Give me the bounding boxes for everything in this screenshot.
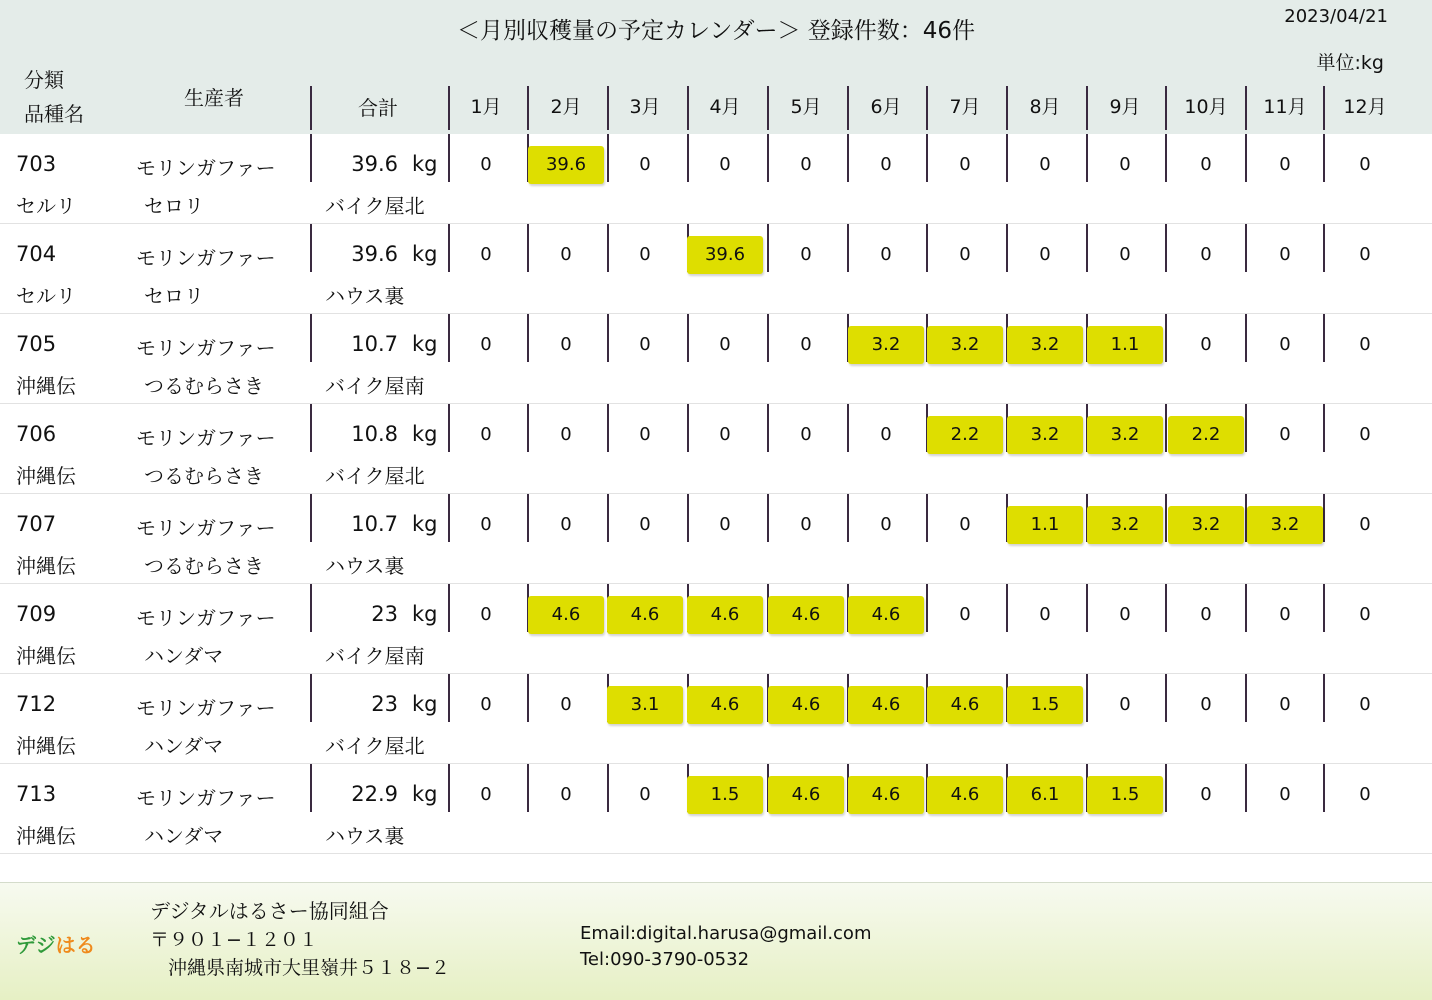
month-value: 4.6 — [687, 686, 763, 724]
month-value: 0 — [1359, 154, 1371, 175]
month-value: 0 — [800, 424, 812, 445]
month-value: 3.2 — [1007, 326, 1083, 364]
month-value: 0 — [1200, 244, 1212, 265]
table-row — [0, 224, 1432, 314]
month-value: 0 — [639, 244, 651, 265]
row-id: 704 — [16, 242, 57, 266]
column-divider — [1006, 86, 1008, 130]
month-value: 4.6 — [768, 596, 844, 634]
total-unit: kg — [412, 602, 438, 626]
table-row — [0, 404, 1432, 494]
column-divider — [1323, 584, 1325, 632]
month-value: 0 — [1359, 784, 1371, 805]
variety-header: 品種名 — [24, 102, 84, 126]
month-value: 0 — [719, 424, 731, 445]
category: セルリ — [16, 284, 76, 308]
column-divider — [1323, 764, 1325, 812]
month-value: 0 — [1119, 154, 1131, 175]
column-divider — [1165, 86, 1167, 130]
month-value: 4.6 — [768, 686, 844, 724]
column-divider — [310, 86, 312, 130]
total-value: 10.8 — [351, 422, 398, 446]
location: バイク屋北 — [325, 464, 425, 488]
month-value: 0 — [480, 514, 492, 535]
month-value: 4.6 — [927, 776, 1003, 814]
month-value: 0 — [639, 334, 651, 355]
column-divider — [1323, 404, 1325, 452]
month-value: 0 — [880, 244, 892, 265]
producer-header: 生産者 — [184, 86, 244, 110]
month-value: 0 — [880, 514, 892, 535]
variety: ハンダマ — [144, 824, 224, 848]
month-value: 0 — [480, 784, 492, 805]
location: バイク屋南 — [325, 644, 425, 668]
month-value: 0 — [1359, 244, 1371, 265]
total-unit: kg — [412, 422, 438, 446]
column-divider — [310, 134, 312, 182]
total-value: 22.9 — [351, 782, 398, 806]
month-value: 3.2 — [848, 326, 924, 364]
category: セルリ — [16, 194, 76, 218]
month-value: 0 — [959, 604, 971, 625]
column-divider — [1165, 314, 1167, 362]
month-value: 0 — [800, 514, 812, 535]
month-header: 10月 — [1184, 96, 1228, 118]
month-value: 0 — [560, 784, 572, 805]
month-value: 4.6 — [848, 686, 924, 724]
month-header: 7月 — [949, 96, 981, 118]
total-value: 39.6 — [351, 242, 398, 266]
column-divider — [767, 86, 769, 130]
producer-name: モリンガファー — [136, 786, 276, 810]
column-divider — [1323, 86, 1325, 130]
month-value: 0 — [719, 334, 731, 355]
month-value: 39.6 — [528, 146, 604, 184]
month-value: 0 — [480, 334, 492, 355]
month-value: 3.2 — [1087, 506, 1163, 544]
month-value: 4.6 — [528, 596, 604, 634]
month-value: 3.2 — [1087, 416, 1163, 454]
column-divider — [687, 86, 689, 130]
row-id: 707 — [16, 512, 57, 536]
variety: セロリ — [144, 194, 204, 218]
location: バイク屋北 — [325, 194, 425, 218]
month-header: 1月 — [470, 96, 502, 118]
month-value: 0 — [560, 424, 572, 445]
month-value: 0 — [1200, 784, 1212, 805]
organization-name: デジタルはるさー協同組合 — [150, 899, 389, 923]
table-header — [0, 0, 1432, 134]
column-divider — [1165, 494, 1167, 542]
month-header: 5月 — [790, 96, 822, 118]
location: バイク屋南 — [325, 374, 425, 398]
location: ハウス裏 — [325, 554, 405, 578]
category: 沖縄伝 — [16, 464, 76, 488]
total-value: 39.6 — [351, 152, 398, 176]
month-value: 0 — [639, 154, 651, 175]
month-value: 0 — [880, 154, 892, 175]
month-value: 0 — [560, 244, 572, 265]
month-value: 0 — [560, 334, 572, 355]
column-divider — [1165, 224, 1167, 272]
address: 沖縄県南城市大里嶺井５１８−２ — [168, 957, 450, 979]
total-value: 10.7 — [351, 332, 398, 356]
month-value: 0 — [1359, 424, 1371, 445]
month-value: 0 — [639, 424, 651, 445]
total-unit: kg — [412, 332, 438, 356]
total-unit: kg — [412, 782, 438, 806]
month-value: 3.2 — [1007, 416, 1083, 454]
unit-label: 単位:kg — [1316, 52, 1384, 74]
month-value: 4.6 — [607, 596, 683, 634]
month-header: 4月 — [709, 96, 741, 118]
column-divider — [1086, 86, 1088, 130]
category: 沖縄伝 — [16, 374, 76, 398]
month-value: 0 — [800, 334, 812, 355]
month-value: 0 — [1279, 334, 1291, 355]
column-divider — [310, 584, 312, 632]
month-value: 0 — [1279, 694, 1291, 715]
row-id: 706 — [16, 422, 57, 446]
column-divider — [1323, 674, 1325, 722]
month-value: 0 — [1279, 784, 1291, 805]
month-header: 12月 — [1343, 96, 1387, 118]
column-divider — [310, 494, 312, 542]
table-row — [0, 674, 1432, 764]
month-value: 0 — [480, 694, 492, 715]
month-value: 0 — [1359, 604, 1371, 625]
month-value: 0 — [719, 514, 731, 535]
column-divider — [926, 86, 928, 130]
month-value: 4.6 — [687, 596, 763, 634]
month-value: 4.6 — [848, 776, 924, 814]
producer-name: モリンガファー — [136, 426, 276, 450]
month-value: 0 — [800, 244, 812, 265]
table-row — [0, 134, 1432, 224]
month-value: 4.6 — [768, 776, 844, 814]
producer-name: モリンガファー — [136, 696, 276, 720]
month-value: 0 — [1039, 604, 1051, 625]
month-value: 0 — [1279, 604, 1291, 625]
column-divider — [1165, 134, 1167, 182]
month-value: 0 — [560, 514, 572, 535]
footer — [0, 882, 1432, 1000]
variety: セロリ — [144, 284, 204, 308]
column-divider — [1323, 224, 1325, 272]
column-divider — [1165, 764, 1167, 812]
producer-name: モリンガファー — [136, 156, 276, 180]
month-value: 0 — [1039, 244, 1051, 265]
month-header: 2月 — [550, 96, 582, 118]
category: 沖縄伝 — [16, 554, 76, 578]
digiharu-logo: デジはる — [16, 933, 96, 957]
month-value: 0 — [639, 514, 651, 535]
variety: ハンダマ — [144, 644, 224, 668]
total-header: 合計 — [358, 96, 398, 120]
month-value: 0 — [1359, 334, 1371, 355]
table-row — [0, 584, 1432, 674]
row-id: 705 — [16, 332, 57, 356]
location: バイク屋北 — [325, 734, 425, 758]
total-value: 23 — [371, 602, 398, 626]
producer-name: モリンガファー — [136, 246, 276, 270]
column-divider — [1323, 314, 1325, 362]
month-value: 0 — [1119, 604, 1131, 625]
variety: ハンダマ — [144, 734, 224, 758]
row-id: 713 — [16, 782, 57, 806]
month-value: 1.1 — [1087, 326, 1163, 364]
month-value: 0 — [639, 784, 651, 805]
producer-name: モリンガファー — [136, 336, 276, 360]
page-title: ＜月別収穫量の予定カレンダー＞ 登録件数：46件 — [456, 18, 976, 44]
month-header: 11月 — [1263, 96, 1307, 118]
column-divider — [448, 86, 450, 130]
month-value: 1.5 — [1087, 776, 1163, 814]
month-value: 3.1 — [607, 686, 683, 724]
column-divider — [310, 404, 312, 452]
email: Email:digital.harusa@gmail.com — [580, 923, 872, 944]
month-value: 3.2 — [1247, 506, 1323, 544]
month-value: 0 — [800, 154, 812, 175]
month-value: 0 — [1279, 424, 1291, 445]
variety: つるむらさき — [144, 374, 264, 398]
category: 沖縄伝 — [16, 734, 76, 758]
row-id: 712 — [16, 692, 57, 716]
column-divider — [1323, 134, 1325, 182]
total-unit: kg — [412, 152, 438, 176]
month-value: 0 — [880, 424, 892, 445]
month-value: 0 — [1279, 244, 1291, 265]
variety: つるむらさき — [144, 464, 264, 488]
table-row — [0, 764, 1432, 854]
table-row — [0, 494, 1432, 584]
month-value: 0 — [480, 244, 492, 265]
month-header: 8月 — [1029, 96, 1061, 118]
location: ハウス裏 — [325, 824, 405, 848]
column-divider — [1323, 494, 1325, 542]
column-divider — [1165, 674, 1167, 722]
month-value: 0 — [1119, 244, 1131, 265]
column-divider — [310, 224, 312, 272]
month-value: 0 — [1200, 694, 1212, 715]
month-value: 2.2 — [1168, 416, 1244, 454]
month-value: 0 — [480, 604, 492, 625]
month-value: 1.1 — [1007, 506, 1083, 544]
month-value: 0 — [1200, 154, 1212, 175]
total-value: 10.7 — [351, 512, 398, 536]
month-value: 0 — [1200, 334, 1212, 355]
variety: つるむらさき — [144, 554, 264, 578]
column-divider — [1165, 404, 1167, 452]
month-value: 0 — [480, 424, 492, 445]
month-header: 3月 — [629, 96, 661, 118]
row-id: 709 — [16, 602, 57, 626]
month-value: 0 — [560, 694, 572, 715]
month-value: 3.2 — [1168, 506, 1244, 544]
month-value: 0 — [1200, 604, 1212, 625]
month-value: 0 — [1359, 694, 1371, 715]
column-divider — [847, 86, 849, 130]
month-value: 0 — [959, 514, 971, 535]
month-header: 6月 — [870, 96, 902, 118]
producer-name: モリンガファー — [136, 516, 276, 540]
total-unit: kg — [412, 242, 438, 266]
column-divider — [1245, 86, 1247, 130]
producer-name: モリンガファー — [136, 606, 276, 630]
location: ハウス裏 — [325, 284, 405, 308]
total-unit: kg — [412, 512, 438, 536]
month-value: 0 — [1359, 514, 1371, 535]
total-unit: kg — [412, 692, 438, 716]
month-header: 9月 — [1109, 96, 1141, 118]
category: 沖縄伝 — [16, 824, 76, 848]
month-value: 0 — [1279, 154, 1291, 175]
month-value: 39.6 — [687, 236, 763, 274]
month-value: 0 — [1119, 694, 1131, 715]
month-value: 1.5 — [1007, 686, 1083, 724]
month-value: 2.2 — [927, 416, 1003, 454]
column-divider — [1165, 584, 1167, 632]
month-value: 4.6 — [927, 686, 1003, 724]
category-header: 分類 — [24, 68, 64, 92]
month-value: 1.5 — [687, 776, 763, 814]
column-divider — [607, 86, 609, 130]
month-value: 6.1 — [1007, 776, 1083, 814]
row-id: 703 — [16, 152, 57, 176]
column-divider — [527, 86, 529, 130]
table-row — [0, 314, 1432, 404]
month-value: 0 — [719, 154, 731, 175]
month-value: 0 — [480, 154, 492, 175]
month-value: 0 — [1039, 154, 1051, 175]
column-divider — [310, 764, 312, 812]
tel: Tel:090-3790-0532 — [580, 949, 750, 970]
postal-code: 〒９０１−１２０１ — [150, 929, 318, 951]
column-divider — [310, 674, 312, 722]
month-value: 3.2 — [927, 326, 1003, 364]
month-value: 0 — [959, 244, 971, 265]
month-value: 0 — [959, 154, 971, 175]
column-divider — [310, 314, 312, 362]
month-value: 4.6 — [848, 596, 924, 634]
category: 沖縄伝 — [16, 644, 76, 668]
report-date: 2023/04/21 — [1284, 6, 1388, 27]
total-value: 23 — [371, 692, 398, 716]
